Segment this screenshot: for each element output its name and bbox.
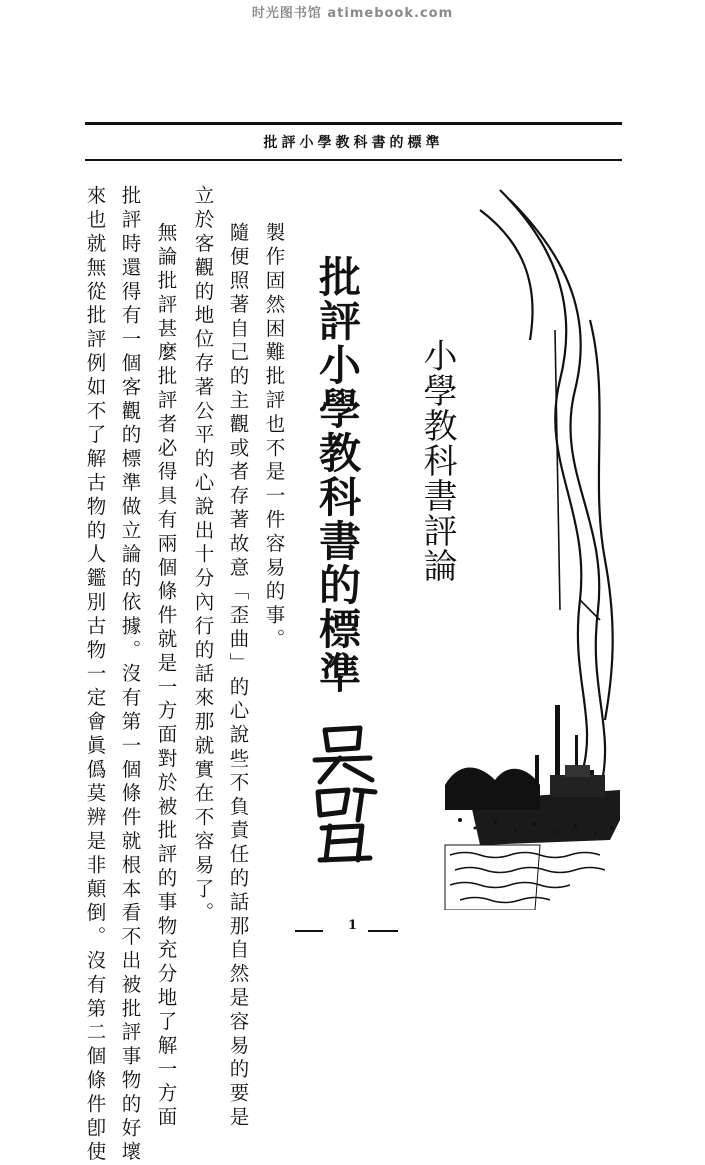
body-text-column: 隨便照著自己的主觀或者存著故意「歪曲」的心說些不負責任的話那自然是容易的要是 bbox=[226, 222, 250, 1131]
body-text-column: 批評時還得有一個客觀的標準做立論的依據。沒有第一個條件就根本看不出被批評事物的好壞 bbox=[118, 185, 142, 1165]
body-text-column: 無論批評甚麼批評者必得具有兩個條件就是一方面對於被批評的事物充分地了解一方面 bbox=[154, 222, 178, 1131]
watermark: 时光图书馆 atimebook.com bbox=[251, 6, 454, 21]
article-title: 批評小學教科書的標準 bbox=[313, 255, 362, 695]
page-number: 1 bbox=[347, 918, 358, 933]
header-rule-top bbox=[85, 122, 622, 125]
header-rule-bottom bbox=[85, 159, 622, 161]
body-text-column: 立於客觀的地位存著公平的心說出十分內行的話來那就實在不容易了。 bbox=[191, 185, 215, 926]
running-head: 批評小學教科書的標準 bbox=[263, 135, 444, 151]
steamship-illustration bbox=[440, 180, 630, 910]
author-signature bbox=[300, 720, 390, 870]
page-number-dash-right bbox=[368, 930, 398, 932]
body-text-column: 製作固然困難批評也不是一件容易的事。 bbox=[262, 222, 286, 653]
body-text-column: 來也就無從批評例如不了解古物的人鑑別古物一定會眞僞莫辨是非顛倒。沒有第二個條件卽使 bbox=[83, 185, 107, 1165]
illustration-title: 小學教科書評論 bbox=[417, 338, 457, 583]
